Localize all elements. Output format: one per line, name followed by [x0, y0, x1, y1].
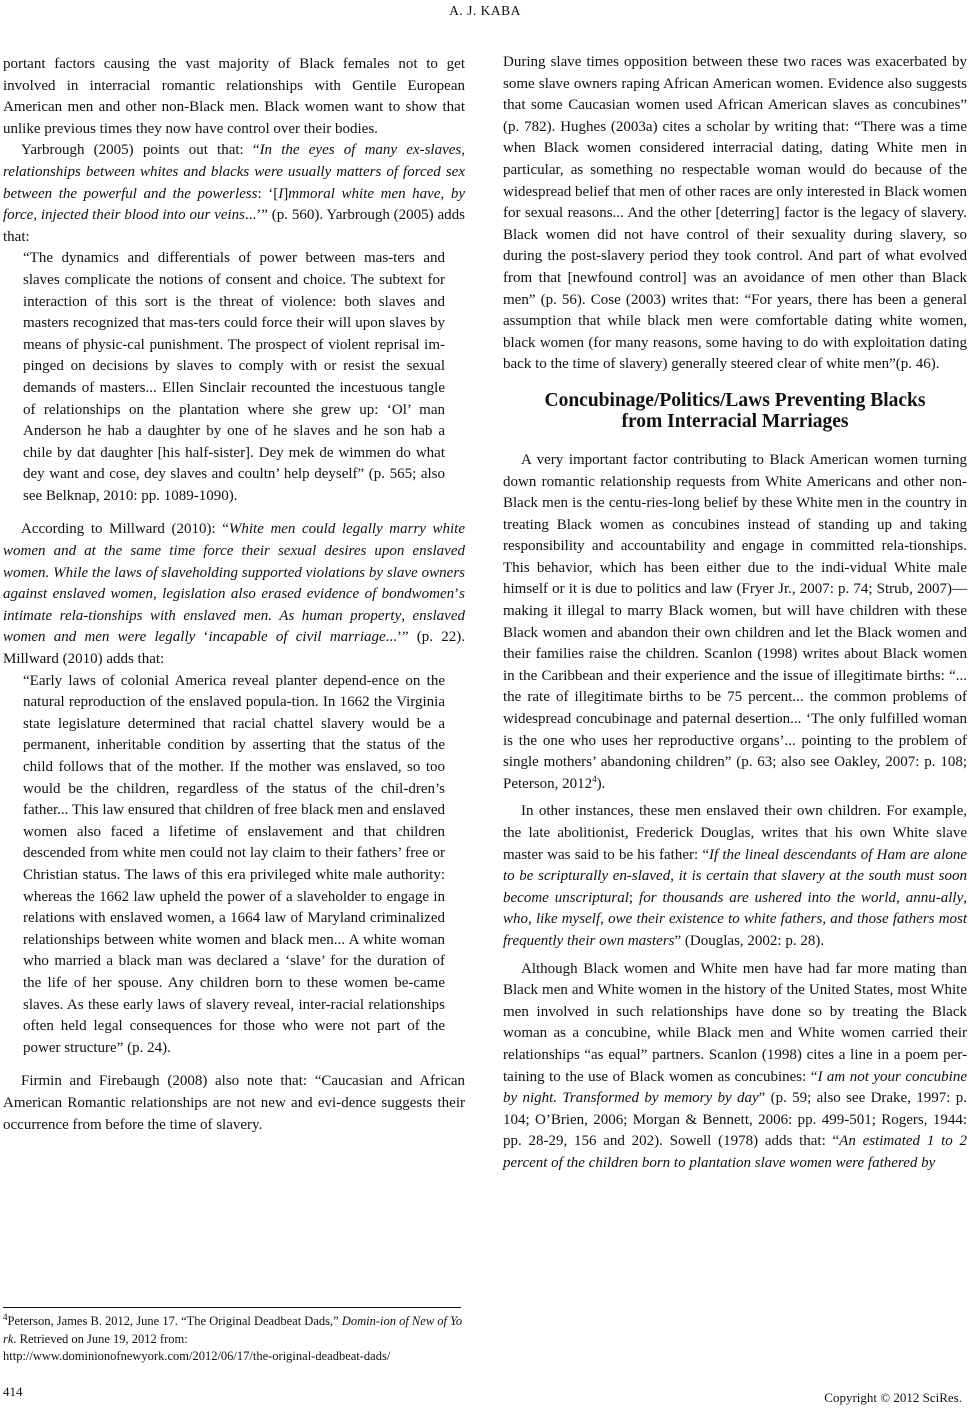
paragraph: In other instances, these men enslaved their own children. For example, the late abolitionist, Frederick Douglas, writes that his own White slave master was said to be his father: “If the lineal descendants of Ham are alone to be scripturally en-slaved, it is certain that slavery at the south must soon become unscriptural; for thousands are ushered into the world, annu-ally, who, like myself, owe their existence to white fathers, and those fathers most frequently their own masters” (Douglas, 2002: p. 28).: [503, 803, 968, 949]
copyright-notice: Copyright © 2012 SciRes.: [824, 1390, 962, 1405]
paragraph: Yarbrough (2005) points out that: “In the eyes of many ex-slaves, relationships between whites and blacks were usually matters of forced sex between the powerful and the powerless: ‘[I]mmoral white men have, by force, injected their blood into our veins...’” (p. 560). Yarbrough (2005) adds that:: [3, 142, 465, 245]
block-quote: “Early laws of colonial America reveal planter depend-ence on the natural reproduction of the enslaved popula-tion. In 1662 the Virginia state legislature determined that racial chattel slavery would be a permanent, inheritable condition by asserting that the status of the child follows that of the mother. If the mother was enslaved, so too would be the children, regardless of the status of the chil-dren’s father... This law ensured that children of free black men and enslaved women also faced a lifetime of enslavement and that children descended from white men could not lay claim to their fathers’ free or Christian status. The laws of this era privileged white male authority: whereas the 1662 law upheld the power of a slaveholder to engage in relations with enslaved women, a 1664 law of Maryland criminalized relationships between white women and black men... A white woman who married a black man was declared a ‘slave’ for the duration of the life of her spouse. Any children born to these women be-came slaves. As these early laws of slavery reveal, inter-racial relationships often held legal consequences for those who were not part of the power structure” (p. 24).: [23, 672, 445, 1056]
page-number: 414: [3, 1384, 23, 1399]
footnote-divider: [3, 1307, 461, 1308]
section-heading: Concubinage/Politics/Laws Preventing Blacks from Interracial Marriages: [544, 389, 926, 432]
footnote: $^4$Peterson, James B. 2012, June 17. “The Original Deadbeat Dads,” Domin-ion of New of York. Retrieved on June 19, 2012 from: http://www.dominionofnewyork.com/2012/06/17/the-original-deadbeat-dads/: [3, 1311, 463, 1363]
paragraph: portant factors causing the vast majority of Black females not to get involved in interracial romantic relationships with Gentile European American men and other non-Black men. Black women want to show that unlike previous times they now have control over their bodies.: [3, 56, 465, 137]
paragraph: Firmin and Firebaugh (2008) also note that: “Caucasian and African American Romantic relationships are not new and evi-dence suggests their occurrence from before the time of slavery.: [3, 1073, 465, 1133]
footnote-url[interactable]: http://www.dominionofnewyork.com/2012/06/17/the-original-deadbeat-dads/: [3, 1349, 391, 1363]
paragraph: During slave times opposition between these two races was exacerbated by some slave owners raping African American women. Evidence also suggests that some Caucasian women used African American slaves as concubines” (p. 782). Hughes (2003a) cites a scholar by writing that: “There was a time when Black women considered interracial dating, dating White men in particular, as something no respectable woman would do because of the widespread belief that men of other races are only interested in Black women for sexual reasons... And the other [deterring] factor is the legacy of slavery. Black women did not have control of their sexuality during slavery, so during the post-slavery period they took control. And part of what evolved from that [newfound control] was an avoidance of men other than Black men” (p. 56). Cose (2003) writes that: “For years, there has been a general assumption that while black men were comfortable dating white women, black women (for many reasons, some having to do with exploitation dating back to the time of slavery) generally steered clear of white men”(p. 46).: [503, 54, 967, 373]
paragraph: Although Black women and White men have had far more mating than Black men and White women in the history of the United States, most White men involved in such relationships have done so by treating the Black woman as a concubine, while Black men and White women carried their relationships “as equal” partners. Scanlon (1998) cites a line in a poem per-taining to the use of Black women as concubines: “I am not your concubine by night. Transformed by memory by day” (p. 59; also see Drake, 1997: p. 104; O’Brien, 2006; Morgan & Bennett, 2006: pp. 499-501; Rogers, 1944: pp. 28-29, 156 and 202). Sowell (1978) adds that: “An estimated 1 to 2 percent of the children born to plantation slave women were fathered by: [503, 960, 968, 1171]
block-quote: “The dynamics and differentials of power between mas-ters and slaves complicate the notions of consent and choice. The subtext for interaction of this sort is the threat of violence: both slaves and masters recognized that mas-ters could force their will upon slaves by means of physic-cal punishment. The prospect of violent reprisal im-pinged on decisions by slaves to comply with or resist the sexual demands of masters... Ellen Sinclair recounted the incestuous tangle of relationships on the plantation where she grew up: ‘Ol’ man Anderson he hab a daughter by one of he slaves and he son hab a chile by dat daughter [his half-sister]. Dey mek de wimmen do what dey want and cose, dey slaves and coultn’ help deyself” (p. 565; also see Belknap, 2010: pp. 1089-1090).: [23, 250, 445, 504]
running-head: A. J. KABA: [449, 3, 521, 18]
right-column: [503, 52, 967, 1175]
paragraph: A very important factor contributing to Black American women turning down romantic relationship requests from White Americans and other non-Black men is the centu-ries-long belief by these White men in the country in treating Black women as concubines instead of standing up and taking responsibility and accountability and engage in committed rela-tionships. This behavior, which has been either due to the indi-vidual White male himself or it is due to politics and law (Fryer Jr., 2007: p. 74; Strub, 2007)—making it illegal to marry Black women, but will have children with these Black women and abandon their own children and let the Black women and their families raise the children. Scanlon (1998) writes about Black women in the Caribbean and their experience and the issue of illegitimate births: “... the rate of illegitimate births to be 75 percent... the common problems of widespread concubinage and paternal desertion... ‘The only fulfilled woman is the one who uses her reproductive organs’... pointing to the problem of single mothers’ abandoning children” (p. 63; also see Oakley, 2007: p. 108; Peterson, 2012$^4$).: [503, 451, 967, 792]
paragraph: According to Millward (2010): “White men could legally marry white women and at the same time force their sexual desires upon enslaved women. While the laws of slaveholding supported violations by slave owners against enslaved women, legislation also erased evidence of bondwomen’s intimate rela-tionships with enslaved men. As human property, enslaved women and men were legally ‘incapable of civil marriage...’” (p. 22). Millward (2010) adds that:: [3, 521, 466, 668]
footnote-ref[interactable]: 4: [592, 773, 597, 784]
left-column: [3, 54, 465, 1136]
